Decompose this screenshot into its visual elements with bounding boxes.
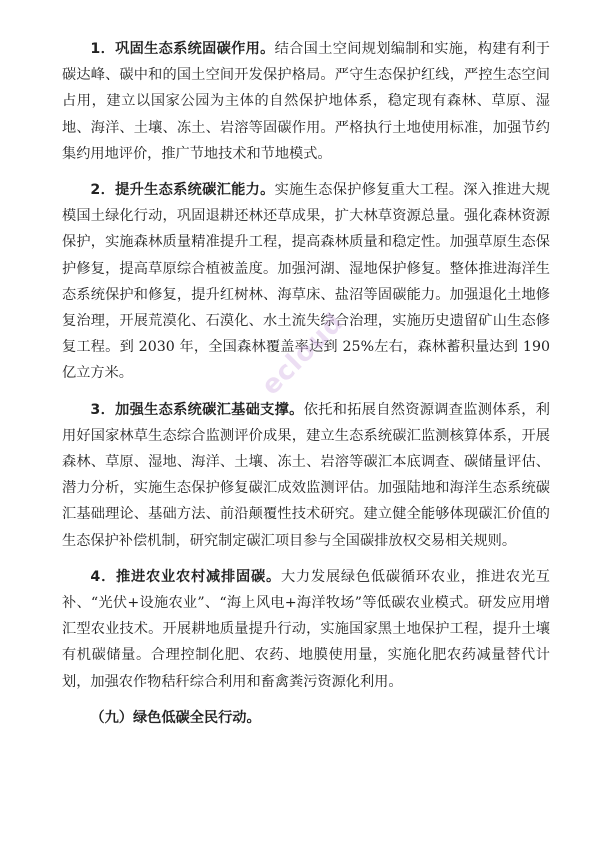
- paragraph-1-text: 结合国土空间规划编制和实施，构建有利于碳达峰、碳中和的国土空间开发保护格局。严守生态保护红线，严控生态空间占用，建立以国家公园为主体的自然保护地体系，稳定现有森林、草原、湿地、海洋、土壤、冻土、岩溶等固碳作用。严格执行土地使用标准，加强节约集约用地评价，推广节地技术和节地模式。: [62, 41, 550, 162]
- paragraph-3-text: 依托和拓展自然资源调查监测体系，利用好国家林草生态综合监测评价成果，建立生态系统碳汇监测核算体系，开展森林、草原、湿地、海洋、土壤、冻土、岩溶等碳汇本底调查、碳储量评估、潜力分析，实施生态保护修复碳汇成效监测评估。加强陆地和海洋生态系统碳汇基础理论、基础方法、前沿颠覆性技术研究。建立健全能够体现碳汇价值的生态保护补偿机制，研究制定碳汇项目参与全国碳排放权交易相关规则。: [62, 401, 550, 549]
- paragraph-1: [62, 36, 550, 167]
- section-heading-text: （九）绿色低碳全民行动。: [90, 709, 261, 726]
- paragraph-2: [62, 177, 550, 387]
- paragraph-2-heading: 2．提升生态系统碳汇能力。: [90, 182, 275, 199]
- paragraph-1-heading: 1．巩固生态系统固碳作用。: [90, 41, 275, 57]
- paragraph-3: [62, 397, 550, 554]
- paragraph-4-heading: 4．推进农业农村减排固碳。: [90, 568, 281, 585]
- paragraph-3-heading: 3．加强生态系统碳汇基础支撑。: [90, 401, 304, 418]
- paragraph-4: [62, 564, 550, 695]
- paragraph-4-text: 大力发展绿色低碳循环农业，推进农光互补、“光伏+设施农业”、“海上风电+海洋牧场”等低碳农业模式。研发应用增汇型农业技术。开展耕地质量提升行动，实施国家黑土地保护工程，提升土壤有机碳储量。合理控制化肥、农药、地膜使用量，实施化肥农药减量替代计划，加强农作物秸秆综合利用和畜禽粪污资源化利用。: [62, 568, 550, 690]
- paragraph-2-text: 实施生态保护修复重大工程。深入推进大规模国土绿化行动，巩固退耕还林还草成果，扩大林草资源总量。强化森林资源保护，实施森林质量精准提升工程，提高森林质量和稳定性。加强草原生态保护修复，提高草原综合植被盖度。加强河湖、湿地保护修复。整体推进海洋生态系统保护和修复，提升红树林、海草床、盐沼等固碳能力。加强退化土地修复治理，开展荒漠化、石漠化、水土流失综合治理，实施历史遗留矿山生态修复工程。到 2030 年，全国森林覆盖率达到 25%左右，森林蓄积量达到 190 亿立方米。: [62, 182, 550, 382]
- document-body: [62, 36, 550, 731]
- watermark: ecloud: [256, 307, 351, 402]
- section-heading: [62, 705, 550, 731]
